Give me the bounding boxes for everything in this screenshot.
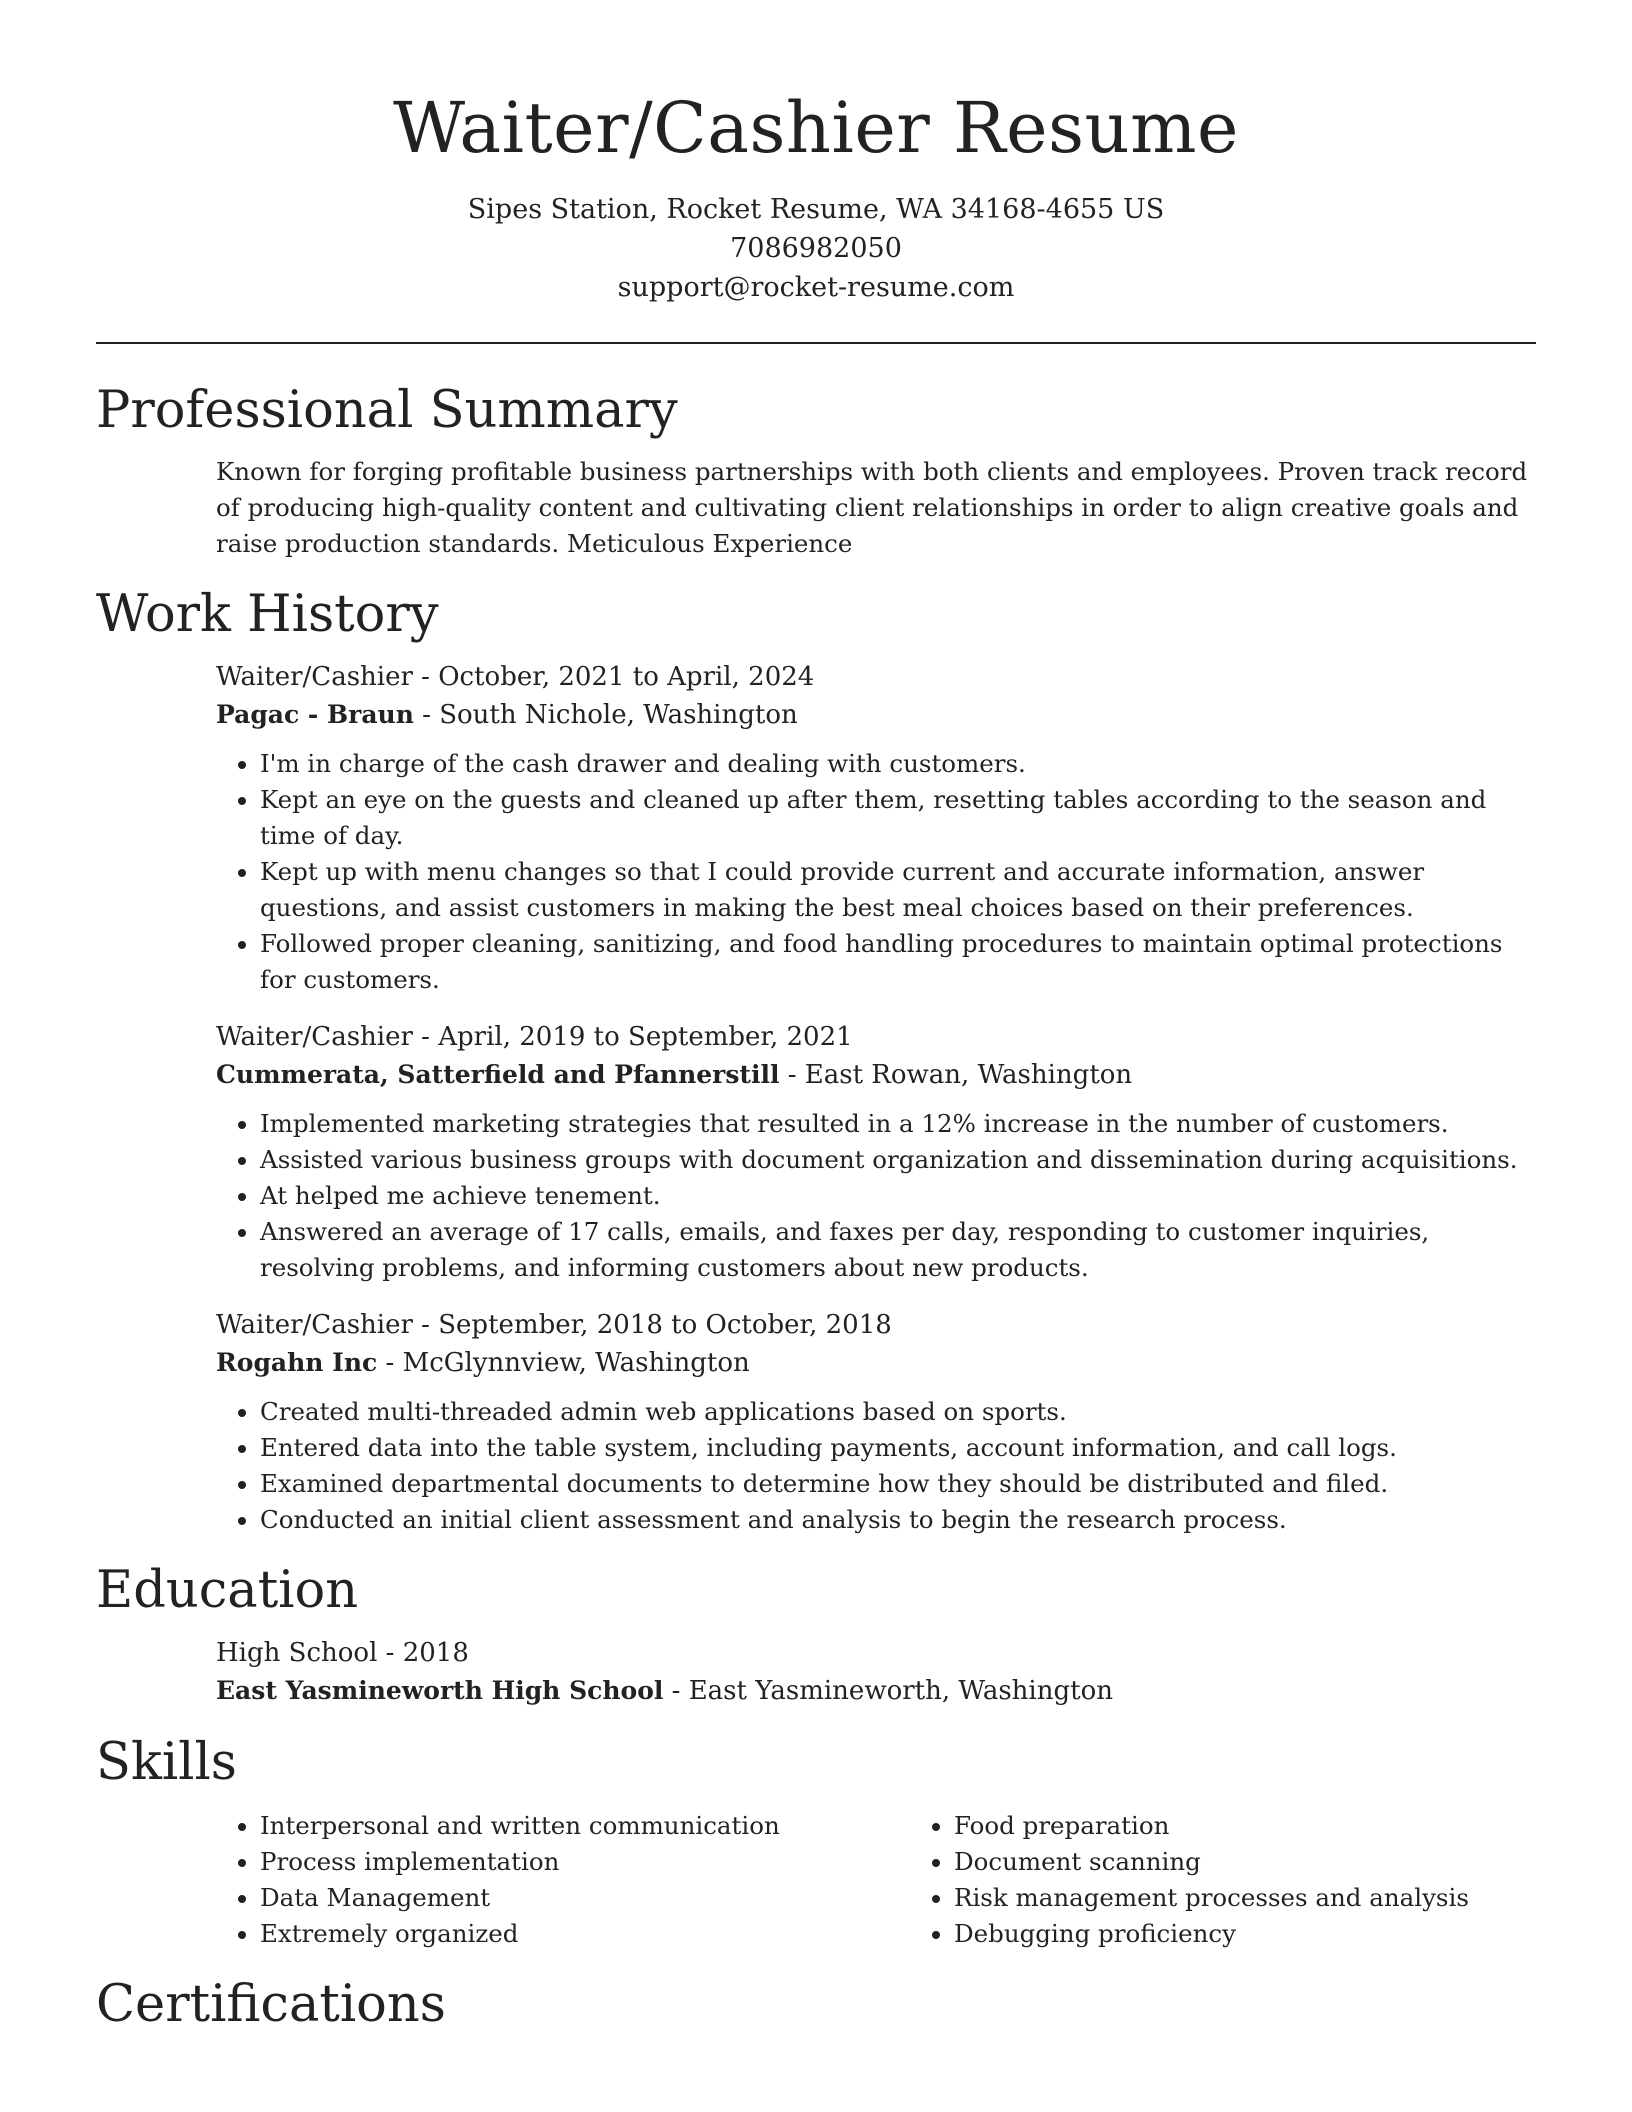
job-duty: • Followed proper cleaning, sanitizing, and food handling procedures to maintain optimal protections for customers. <box>260 926 1536 998</box>
job-duty: • Examined departmental documents to determine how they should be distributed and filed. <box>260 1466 1536 1502</box>
job-dates: - September, 2018 to October, 2018 <box>412 1310 892 1340</box>
skill-item: • Interpersonal and written communication <box>260 1808 910 1844</box>
work-history-heading: Work History <box>96 585 439 644</box>
job-dates: - October, 2021 to April, 2024 <box>412 662 815 692</box>
job-company: Pagac - Braun <box>216 700 414 729</box>
job-role: Waiter/Cashier <box>216 1310 413 1340</box>
contact-info <box>0 190 1632 307</box>
job-duty: • Conducted an initial client assessment and analysis to begin the research process. <box>260 1502 1536 1538</box>
job-location: - East Rowan, Washington <box>779 1060 1133 1090</box>
job-entry <box>216 1306 1536 1538</box>
education-heading: Education <box>96 1561 359 1620</box>
summary-text: Known for forging profitable business partnerships with both clients and employees. Proven track record of producing high-quality content and cultivating client relationships in order to align creative goals and raise production standards. Meticulous Experience <box>216 457 1528 558</box>
job-duty: • At helped me achieve tenement. <box>260 1178 1536 1214</box>
job-duty: • Kept an eye on the guests and cleaned up after them, resetting tables according to the season and time of day. <box>260 782 1536 854</box>
skills-column-left <box>216 1808 910 1952</box>
job-location: - South Nichole, Washington <box>413 700 798 730</box>
job-duties <box>216 1394 1536 1538</box>
education-entry <box>216 1634 1536 1710</box>
school-line <box>216 1672 1536 1710</box>
skill-item: • Debugging proficiency <box>954 1916 1469 1952</box>
certifications-heading: Certifications <box>96 1975 446 2034</box>
job-role: Waiter/Cashier <box>216 1022 413 1052</box>
job-company-line <box>216 696 1536 734</box>
skill-item: • Extremely organized <box>260 1916 910 1952</box>
job-company-line <box>216 1056 1536 1094</box>
skill-item: • Process implementation <box>260 1844 910 1880</box>
skills-list <box>216 1808 1536 1952</box>
job-title-line <box>216 1018 1536 1056</box>
job-company-line <box>216 1344 1536 1382</box>
job-title-line <box>216 1306 1536 1344</box>
job-duties <box>216 746 1536 998</box>
resume-header <box>0 0 1632 307</box>
skill-item: • Risk management processes and analysis <box>954 1880 1469 1916</box>
skills-heading: Skills <box>96 1733 237 1792</box>
header-divider <box>96 342 1536 344</box>
job-duty: • Kept up with menu changes so that I could provide current and accurate information, answer questions, and assist customers in making the best meal choices based on their preferences. <box>260 854 1536 926</box>
school-location: - East Yasmineworth, Washington <box>663 1676 1113 1706</box>
degree: High School <box>216 1638 378 1668</box>
job-duty: • Answered an average of 17 calls, emails, and faxes per day, responding to customer inquiries, resolving problems, and informing customers about new products. <box>260 1214 1536 1286</box>
graduation-year: - 2018 <box>377 1638 469 1668</box>
job-company: Cummerata, Satterfield and Pfannerstill <box>216 1060 780 1089</box>
summary-heading: Professional Summary <box>96 381 678 440</box>
job-company: Rogahn Inc <box>216 1348 378 1377</box>
phone: 7086982050 <box>730 233 902 264</box>
job-duty: • Entered data into the table system, including payments, account information, and call logs. <box>260 1430 1536 1466</box>
address: Sipes Station, Rocket Resume, WA 34168-4655 US <box>467 194 1165 225</box>
job-duty: • Assisted various business groups with document organization and dissemination during acquisitions. <box>260 1142 1536 1178</box>
job-role: Waiter/Cashier <box>216 662 413 692</box>
skill-item: • Food preparation <box>954 1808 1469 1844</box>
email: support@rocket-resume.com <box>617 272 1015 303</box>
school-name: East Yasmineworth High School <box>216 1676 664 1705</box>
skills-column-right <box>910 1808 1469 1952</box>
job-location: - McGlynnview, Washington <box>377 1348 750 1378</box>
job-entry <box>216 658 1536 998</box>
degree-line <box>216 1634 1536 1672</box>
job-entry <box>216 1018 1536 1286</box>
resume-body <box>96 380 1536 2036</box>
job-duty: • Implemented marketing strategies that resulted in a 12% increase in the number of customers. <box>260 1106 1536 1142</box>
job-dates: - April, 2019 to September, 2021 <box>412 1022 853 1052</box>
job-title-line <box>216 658 1536 696</box>
job-duties <box>216 1106 1536 1286</box>
skill-item: • Document scanning <box>954 1844 1469 1880</box>
resume-title: Waiter/Cashier Resume <box>393 87 1239 169</box>
skill-item: • Data Management <box>260 1880 910 1916</box>
job-duty: • I'm in charge of the cash drawer and dealing with customers. <box>260 746 1536 782</box>
job-duty: • Created multi-threaded admin web applications based on sports. <box>260 1394 1536 1430</box>
